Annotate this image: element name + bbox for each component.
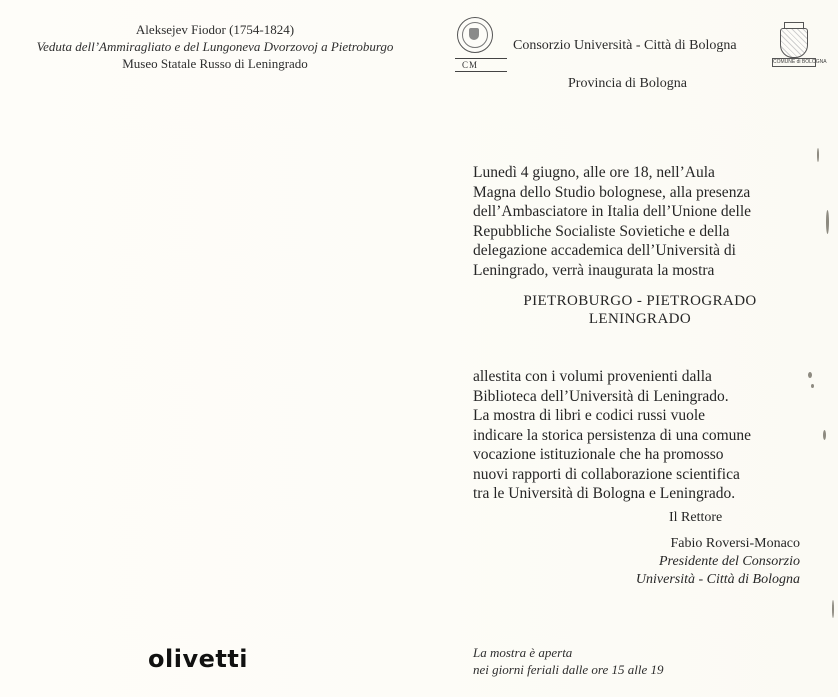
exhibit-title-line: LENINGRADO bbox=[588, 311, 692, 327]
paragraph-line: Lunedì 4 giugno, alle ore 18, nell’Aula bbox=[473, 164, 715, 181]
paper-speck bbox=[817, 148, 819, 162]
signer-title-line-1: Presidente del Consorzio bbox=[658, 554, 800, 569]
paragraph-line: dell’Ambasciatore in Italia dell’Unione delle bbox=[473, 203, 752, 220]
paragraph-line: Biblioteca dell’Università di Leningrado. bbox=[473, 387, 729, 405]
exhibit-title bbox=[490, 292, 790, 328]
artwork-caption bbox=[0, 21, 430, 72]
bologna-coat-of-arms-icon bbox=[770, 22, 827, 68]
paper-speck bbox=[826, 210, 829, 234]
paragraph-line: nuovi rapporti di collaborazione scientifica bbox=[473, 465, 740, 483]
artwork-title: Veduta dell’Ammiragliato e del Lungoneva Dvorzovoj a Pietroburgo bbox=[36, 39, 394, 54]
signer-name: Fabio Roversi-Monaco bbox=[670, 536, 800, 551]
bologna-seal-label: COMUNE di BOLOGNA bbox=[773, 59, 827, 65]
paper-speck bbox=[811, 384, 814, 388]
museum-name: Museo Statale Russo di Leningrado bbox=[122, 56, 308, 71]
rettore-label: Il Rettore bbox=[669, 510, 723, 525]
paragraph-line: Magna dello Studio bolognese, alla presenza bbox=[473, 183, 751, 201]
paper-speck bbox=[832, 600, 834, 618]
note-line: nei giorni feriali dalle ore 15 alle 19 bbox=[473, 662, 664, 677]
provincia-heading: Provincia di Bologna bbox=[568, 76, 687, 91]
paragraph-line: indicare la storica persistenza di una comune bbox=[473, 426, 752, 444]
paragraph-line: vocazione istituzionale che ha promosso bbox=[473, 446, 724, 463]
invitation-paragraph-2 bbox=[473, 367, 803, 504]
exhibit-title-line: PIETROBURGO - PIETROGRADO bbox=[523, 293, 757, 309]
invitation-paragraph-1 bbox=[473, 163, 803, 280]
paragraph-line: Leningrado, verrà inaugurata la mostra bbox=[473, 261, 715, 279]
consorzio-heading: Consorzio Università - Città di Bologna bbox=[513, 38, 737, 53]
artist-name: Aleksejev Fiodor (1754-1824) bbox=[135, 22, 295, 37]
cm-seal-label: CM bbox=[455, 58, 507, 72]
paper-speck bbox=[808, 372, 812, 378]
signer-block bbox=[600, 535, 800, 589]
note-line: La mostra è aperta bbox=[473, 645, 573, 660]
paragraph-line: tra le Università di Bologna e Leningrado. bbox=[473, 485, 736, 502]
consorzio-seal-icon bbox=[457, 17, 493, 53]
paragraph-line: allestita con i volumi provenienti dalla bbox=[473, 368, 712, 385]
olivetti-logo: olivetti bbox=[148, 645, 249, 673]
paper-speck bbox=[823, 430, 826, 440]
paragraph-line: La mostra di libri e codici russi vuole bbox=[473, 407, 706, 424]
signer-title-line-2: Università - Città di Bologna bbox=[635, 572, 800, 587]
paragraph-line: delegazione accademica dell’Università di bbox=[473, 242, 736, 259]
opening-hours-note bbox=[473, 644, 664, 678]
paragraph-line: Repubbliche Socialiste Sovietiche e della bbox=[473, 222, 730, 240]
